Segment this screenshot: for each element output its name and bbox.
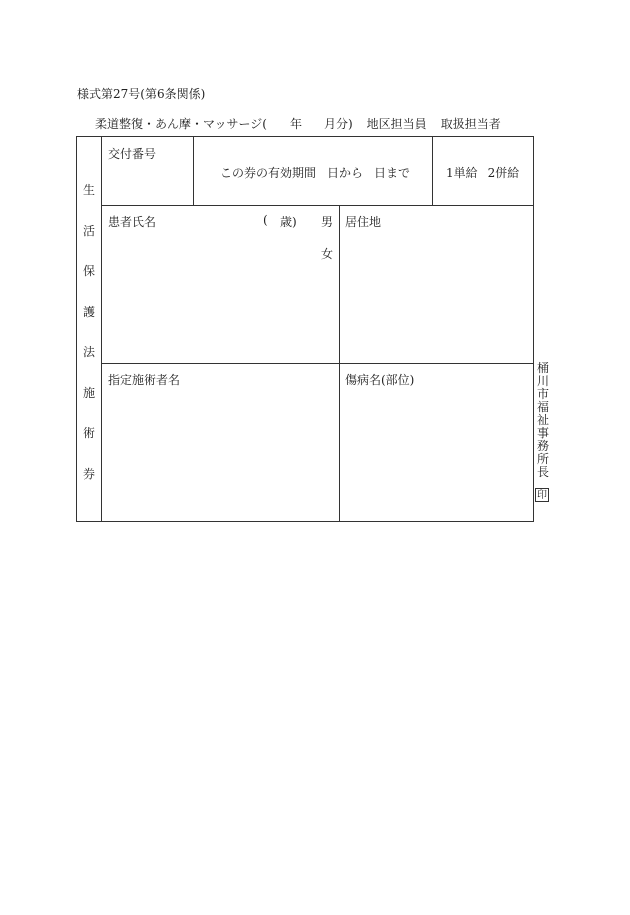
title-char: 法 bbox=[82, 345, 95, 359]
office-char: 務 bbox=[536, 439, 549, 453]
office-char: 長 bbox=[536, 465, 549, 479]
divider bbox=[101, 205, 533, 206]
year-label: 年 bbox=[289, 117, 302, 131]
title-char: 護 bbox=[82, 304, 95, 319]
header-line bbox=[95, 115, 501, 132]
issue-number-label: 交付番号 bbox=[108, 147, 157, 161]
female-label: 女 bbox=[321, 247, 334, 261]
divider bbox=[101, 363, 533, 364]
office-char: 所 bbox=[536, 452, 549, 466]
service-type: 柔道整復・あん摩・マッサージ( bbox=[95, 117, 267, 131]
office-char: 祉 bbox=[536, 413, 549, 427]
patient-name-label: 患者氏名 bbox=[108, 215, 157, 229]
office-char: 桶 bbox=[536, 361, 549, 375]
injury-label: 傷病名(部位) bbox=[345, 373, 415, 387]
office-char: 福 bbox=[536, 400, 549, 414]
office-char: 市 bbox=[536, 387, 549, 401]
title-char: 券 bbox=[82, 466, 95, 481]
divider bbox=[432, 137, 433, 205]
validity-period bbox=[220, 164, 410, 181]
divider bbox=[193, 137, 194, 205]
handler-label: 取扱担当者 bbox=[440, 117, 501, 131]
payment-single: 1単給 bbox=[446, 166, 478, 180]
validity-prefix: この券の有効期間 bbox=[220, 166, 317, 180]
validity-to: 日まで bbox=[374, 166, 411, 180]
office-char: 川 bbox=[536, 374, 549, 388]
payment-combined: 2併給 bbox=[487, 166, 520, 180]
divider bbox=[339, 205, 340, 521]
office-title-vertical bbox=[536, 362, 550, 479]
seal-stamp: 印 bbox=[537, 490, 547, 501]
district-officer-label: 地区担当員 bbox=[366, 117, 427, 131]
payment-type bbox=[446, 164, 519, 181]
validity-from: 日から bbox=[327, 166, 364, 180]
male-label: 男 bbox=[321, 215, 334, 229]
residence-label: 居住地 bbox=[345, 215, 382, 229]
title-char: 生 bbox=[82, 183, 95, 197]
age-open: ( bbox=[263, 213, 268, 227]
title-char: 施 bbox=[82, 385, 95, 400]
voucher-form bbox=[76, 136, 534, 522]
practitioner-label: 指定施術者名 bbox=[108, 373, 181, 387]
age-unit: 歳) bbox=[280, 215, 297, 229]
divider bbox=[101, 137, 102, 521]
office-char: 事 bbox=[536, 426, 549, 440]
form-number: 様式第27号(第6条関係) bbox=[77, 87, 206, 101]
title-char: 術 bbox=[82, 426, 95, 440]
title-char: 保 bbox=[82, 264, 95, 278]
title-char: 活 bbox=[82, 223, 95, 238]
vertical-title bbox=[77, 137, 101, 521]
month-label: 月分) bbox=[323, 117, 353, 131]
